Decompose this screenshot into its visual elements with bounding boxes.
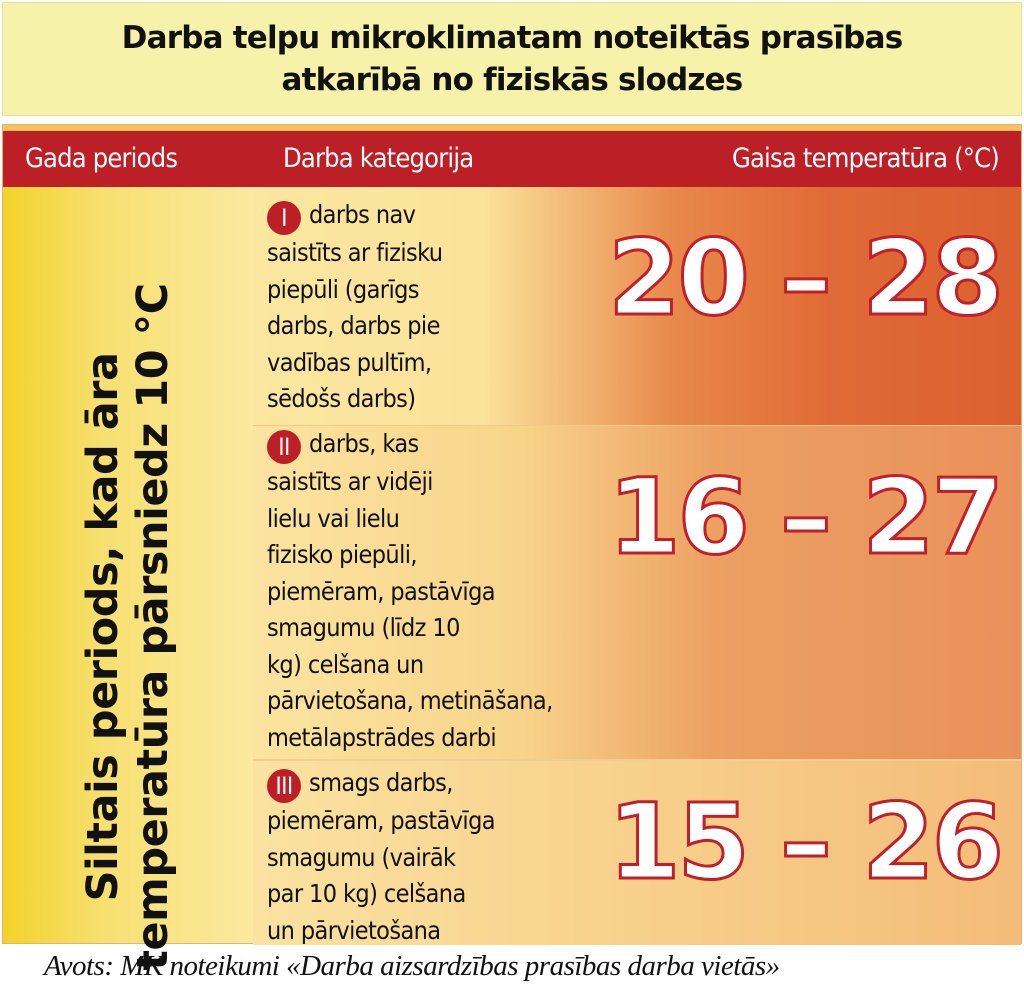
description-line: metālapstrādes darbi: [267, 722, 497, 752]
description-line: kg) celšana un: [267, 649, 424, 679]
period-line-2: temperatūra pārsniedz 10 °C: [128, 283, 178, 971]
description-line: saistīts ar fizisku: [267, 238, 443, 267]
description-line: vadības pultīm,: [267, 347, 432, 377]
category-description: [267, 426, 647, 756]
description-line: piemēram, pastāvīga: [267, 576, 495, 606]
period-line-1: Siltais periods, kad āra: [78, 352, 128, 902]
title-box: [2, 2, 1022, 116]
source-note: Avots: MK noteikumi «Darba aizsardzības prasības darba vietās»: [44, 950, 780, 982]
header-category: Darba kategorija: [283, 143, 474, 174]
description-line: darbs nav: [309, 200, 416, 229]
header-temperature: Gaisa temperatūra (°C): [731, 143, 999, 174]
title-line-1: Darba telpu mikroklimatam noteiktās prasības: [121, 20, 903, 56]
category-description: [267, 197, 647, 418]
temperature-range: 20 – 28: [608, 217, 1001, 339]
description-line: piemēram, pastāvīga: [267, 806, 495, 835]
description-line: pārvietošana, metināšana,: [267, 686, 553, 715]
description-line: darbs, kas: [309, 429, 419, 458]
category-description: [267, 765, 647, 949]
description-line: smags darbs,: [309, 768, 453, 797]
category-badge: I: [267, 201, 301, 235]
table-header: [3, 131, 1021, 187]
description-line: un pārvietošana: [267, 915, 441, 945]
description-line: piepūli (garīgs: [267, 274, 419, 304]
description-line: sēdošs darbs): [267, 384, 416, 413]
description-line: fizisko piepūli,: [267, 540, 417, 569]
description-line: smagumu (vairāk: [267, 842, 456, 872]
description-line: darbs, darbs pie: [267, 311, 440, 340]
description-line: lielu vai lielu: [267, 503, 400, 533]
description-line: saistīts ar vidēji: [267, 467, 433, 496]
category-badge: III: [267, 769, 301, 803]
table-row: [253, 425, 1021, 760]
period-cell: [3, 187, 253, 971]
temperature-range: 15 – 26: [608, 781, 1001, 903]
table-row: [253, 759, 1021, 945]
title-line-2: atkarībā no fiziskās slodzes: [281, 62, 743, 98]
table-row: [253, 187, 1021, 425]
temperature-range: 16 – 27: [608, 456, 1001, 578]
period-label: [78, 283, 178, 970]
header-period: Gada periods: [25, 143, 178, 174]
description-line: smagumu (līdz 10: [267, 613, 460, 642]
description-line: par 10 kg) celšana: [267, 879, 466, 908]
category-badge: II: [267, 430, 301, 464]
